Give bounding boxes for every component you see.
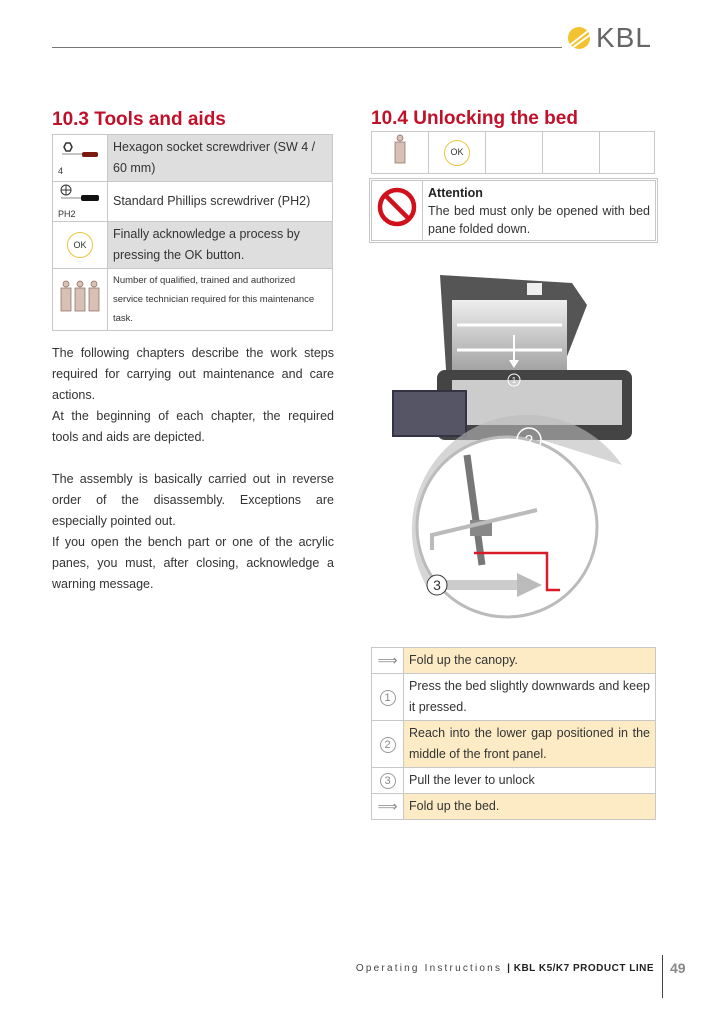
ok-button-icon: OK bbox=[53, 222, 108, 269]
tool-row bbox=[53, 135, 333, 182]
technician-icon bbox=[372, 132, 429, 174]
footer-divider bbox=[662, 955, 663, 998]
paragraph: The assembly is basically carried out in reverse order of the disassembly. Exceptions are especially pointed out. bbox=[52, 472, 334, 528]
step-row: 2 Reach into the lower gap positioned in the middle of the front panel. bbox=[372, 721, 656, 768]
attention-title: Attention bbox=[428, 185, 483, 200]
tools-table bbox=[52, 134, 333, 331]
empty-cell bbox=[543, 132, 600, 174]
attention-box bbox=[371, 180, 656, 241]
kbl-logo: KBL bbox=[566, 22, 652, 54]
tool-text: Number of qualified, trained and authorized service technician required for this maintenance task. bbox=[108, 269, 333, 331]
section-title-unlocking: 10.4 Unlocking the bed bbox=[371, 108, 578, 129]
empty-cell bbox=[600, 132, 655, 174]
prohibition-icon bbox=[372, 181, 423, 241]
tool-row bbox=[53, 182, 333, 222]
tool-text: Hexagon socket screwdriver (SW 4 / 60 mm) bbox=[108, 135, 333, 182]
ok-button-icon: OK bbox=[429, 132, 486, 174]
step-number: 3 bbox=[380, 773, 396, 789]
section-title-tools: 10.3 Tools and aids bbox=[52, 109, 226, 130]
step-number: 2 bbox=[380, 737, 396, 753]
attention-text: The bed must only be opened with bed pane folded down. bbox=[428, 203, 650, 236]
empty-cell bbox=[486, 132, 543, 174]
arrow-icon: ⟹ bbox=[372, 794, 404, 820]
left-column bbox=[52, 108, 334, 595]
step-row: 3 Pull the lever to unlock bbox=[372, 768, 656, 794]
tool-row bbox=[53, 222, 333, 269]
svg-text:2: 2 bbox=[524, 433, 534, 450]
step-row: 1 Press the bed slightly downwards and keep it pressed. bbox=[372, 674, 656, 721]
steps-table bbox=[371, 647, 656, 820]
tool-text: Standard Phillips screwdriver (PH2) bbox=[108, 182, 333, 222]
svg-text:1: 1 bbox=[511, 376, 517, 385]
step-row: ⟹ Fold up the bed. bbox=[372, 794, 656, 820]
page-number: 49 bbox=[670, 960, 686, 976]
technicians-icon bbox=[53, 269, 108, 331]
logo-sun-icon bbox=[566, 25, 592, 51]
tool-row bbox=[53, 269, 333, 331]
paragraph: At the beginning of each chapter, the required tools and aids are depicted. bbox=[52, 409, 334, 444]
paragraph: The following chapters describe the work steps required for carrying out maintenance and care actions. bbox=[52, 346, 334, 402]
hexagon-screwdriver-icon: 4 bbox=[53, 135, 108, 182]
paragraph: If you open the bench part or one of the acrylic panes, you must, after closing, acknowledge a warning message. bbox=[52, 535, 334, 591]
step-number: 1 bbox=[380, 690, 396, 706]
phillips-screwdriver-icon: PH2 bbox=[53, 182, 108, 222]
sunbed-unlocking-figure bbox=[392, 265, 637, 625]
svg-text:3: 3 bbox=[433, 577, 441, 593]
step-row: ⟹ Fold up the canopy. bbox=[372, 648, 656, 674]
arrow-icon: ⟹ bbox=[372, 648, 404, 674]
footer-text: Operating Instructions | KBL K5/K7 PRODUCT LINE bbox=[355, 963, 654, 974]
header-rule bbox=[52, 47, 562, 48]
tool-text: Finally acknowledge a process by pressing the OK button. bbox=[108, 222, 333, 269]
requirements-table bbox=[371, 131, 655, 174]
